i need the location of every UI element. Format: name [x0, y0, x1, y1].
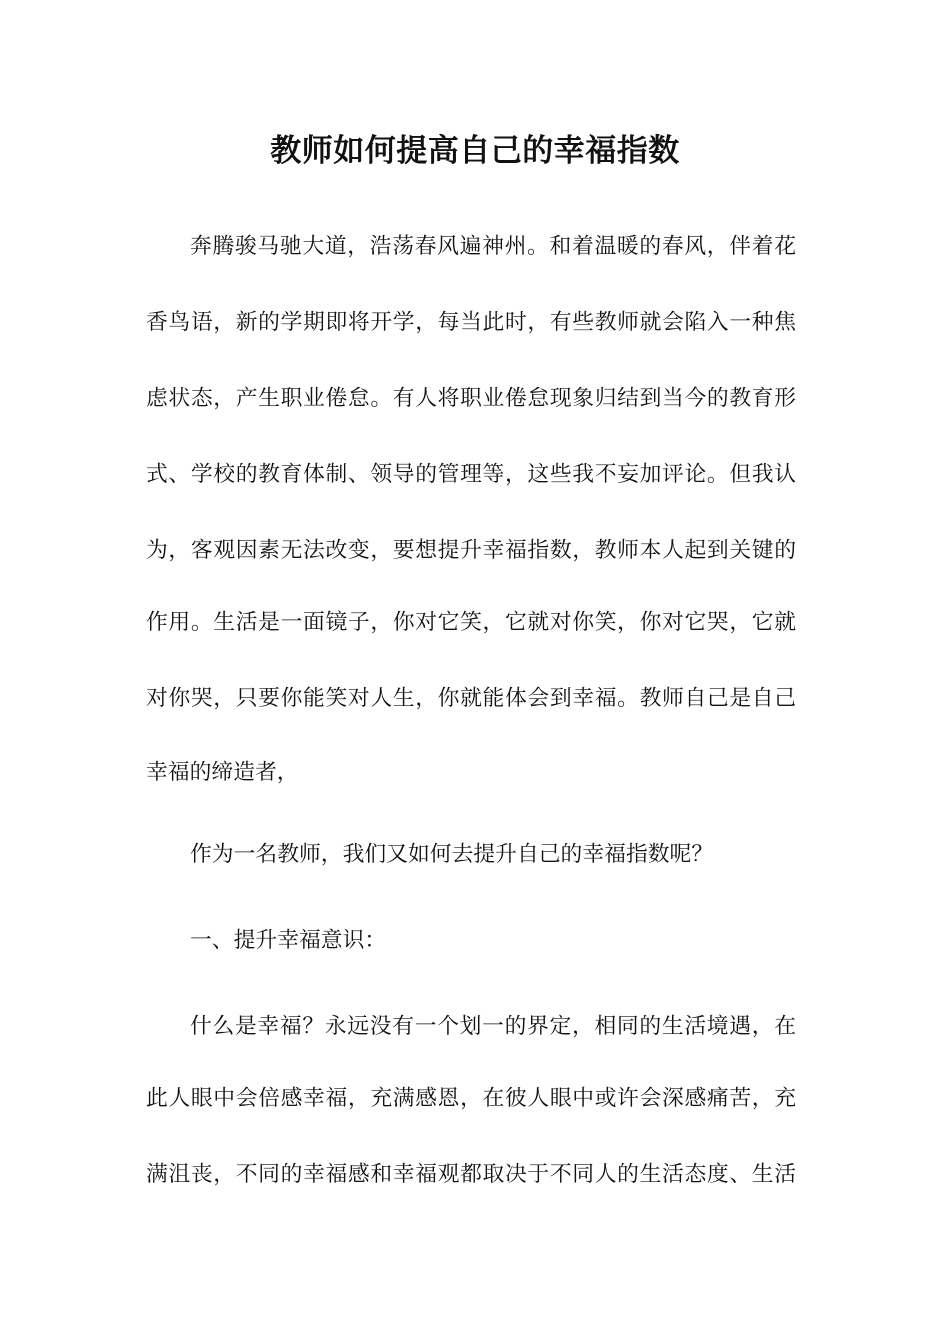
paragraph-line: 满沮丧，不同的幸福感和幸福观都取决于不同人的生活态度、生活	[146, 1162, 796, 1187]
paragraph-line: 奔腾骏马驰大道，浩荡春风遍神州。和着温暖的春风，伴着花	[190, 234, 796, 259]
section-heading: 一、提升幸福意识：	[190, 928, 387, 953]
paragraph-line: 对你哭，只要你能笑对人生，你就能体会到幸福。教师自己是自己	[146, 686, 796, 711]
paragraph-line: 式、学校的教育体制、领导的管理等，这些我不妄加评论。但我认	[146, 462, 796, 487]
paragraph-line: 此人眼中会倍感幸福，充满感恩，在彼人眼中或许会深感痛苦，充	[146, 1086, 796, 1111]
paragraph-line: 为，客观因素无法改变，要想提升幸福指数，教师本人起到关键的	[146, 538, 796, 563]
document-title: 教师如何提高自己的幸福指数	[270, 133, 680, 169]
paragraph-line: 作用。生活是一面镜子，你对它笑，它就对你笑，你对它哭，它就	[146, 610, 796, 635]
paragraph-line: 虑状态，产生职业倦怠。有人将职业倦怠现象归结到当今的教育形	[146, 386, 796, 411]
paragraph-line: 香鸟语，新的学期即将开学，每当此时，有些教师就会陷入一种焦	[146, 310, 796, 335]
question-line: 作为一名教师，我们又如何去提升自己的幸福指数呢？	[190, 842, 714, 867]
paragraph-line: 幸福的缔造者，	[146, 760, 299, 785]
paragraph-line: 什么是幸福？永远没有一个划一的界定，相同的生活境遇，在	[190, 1014, 796, 1039]
